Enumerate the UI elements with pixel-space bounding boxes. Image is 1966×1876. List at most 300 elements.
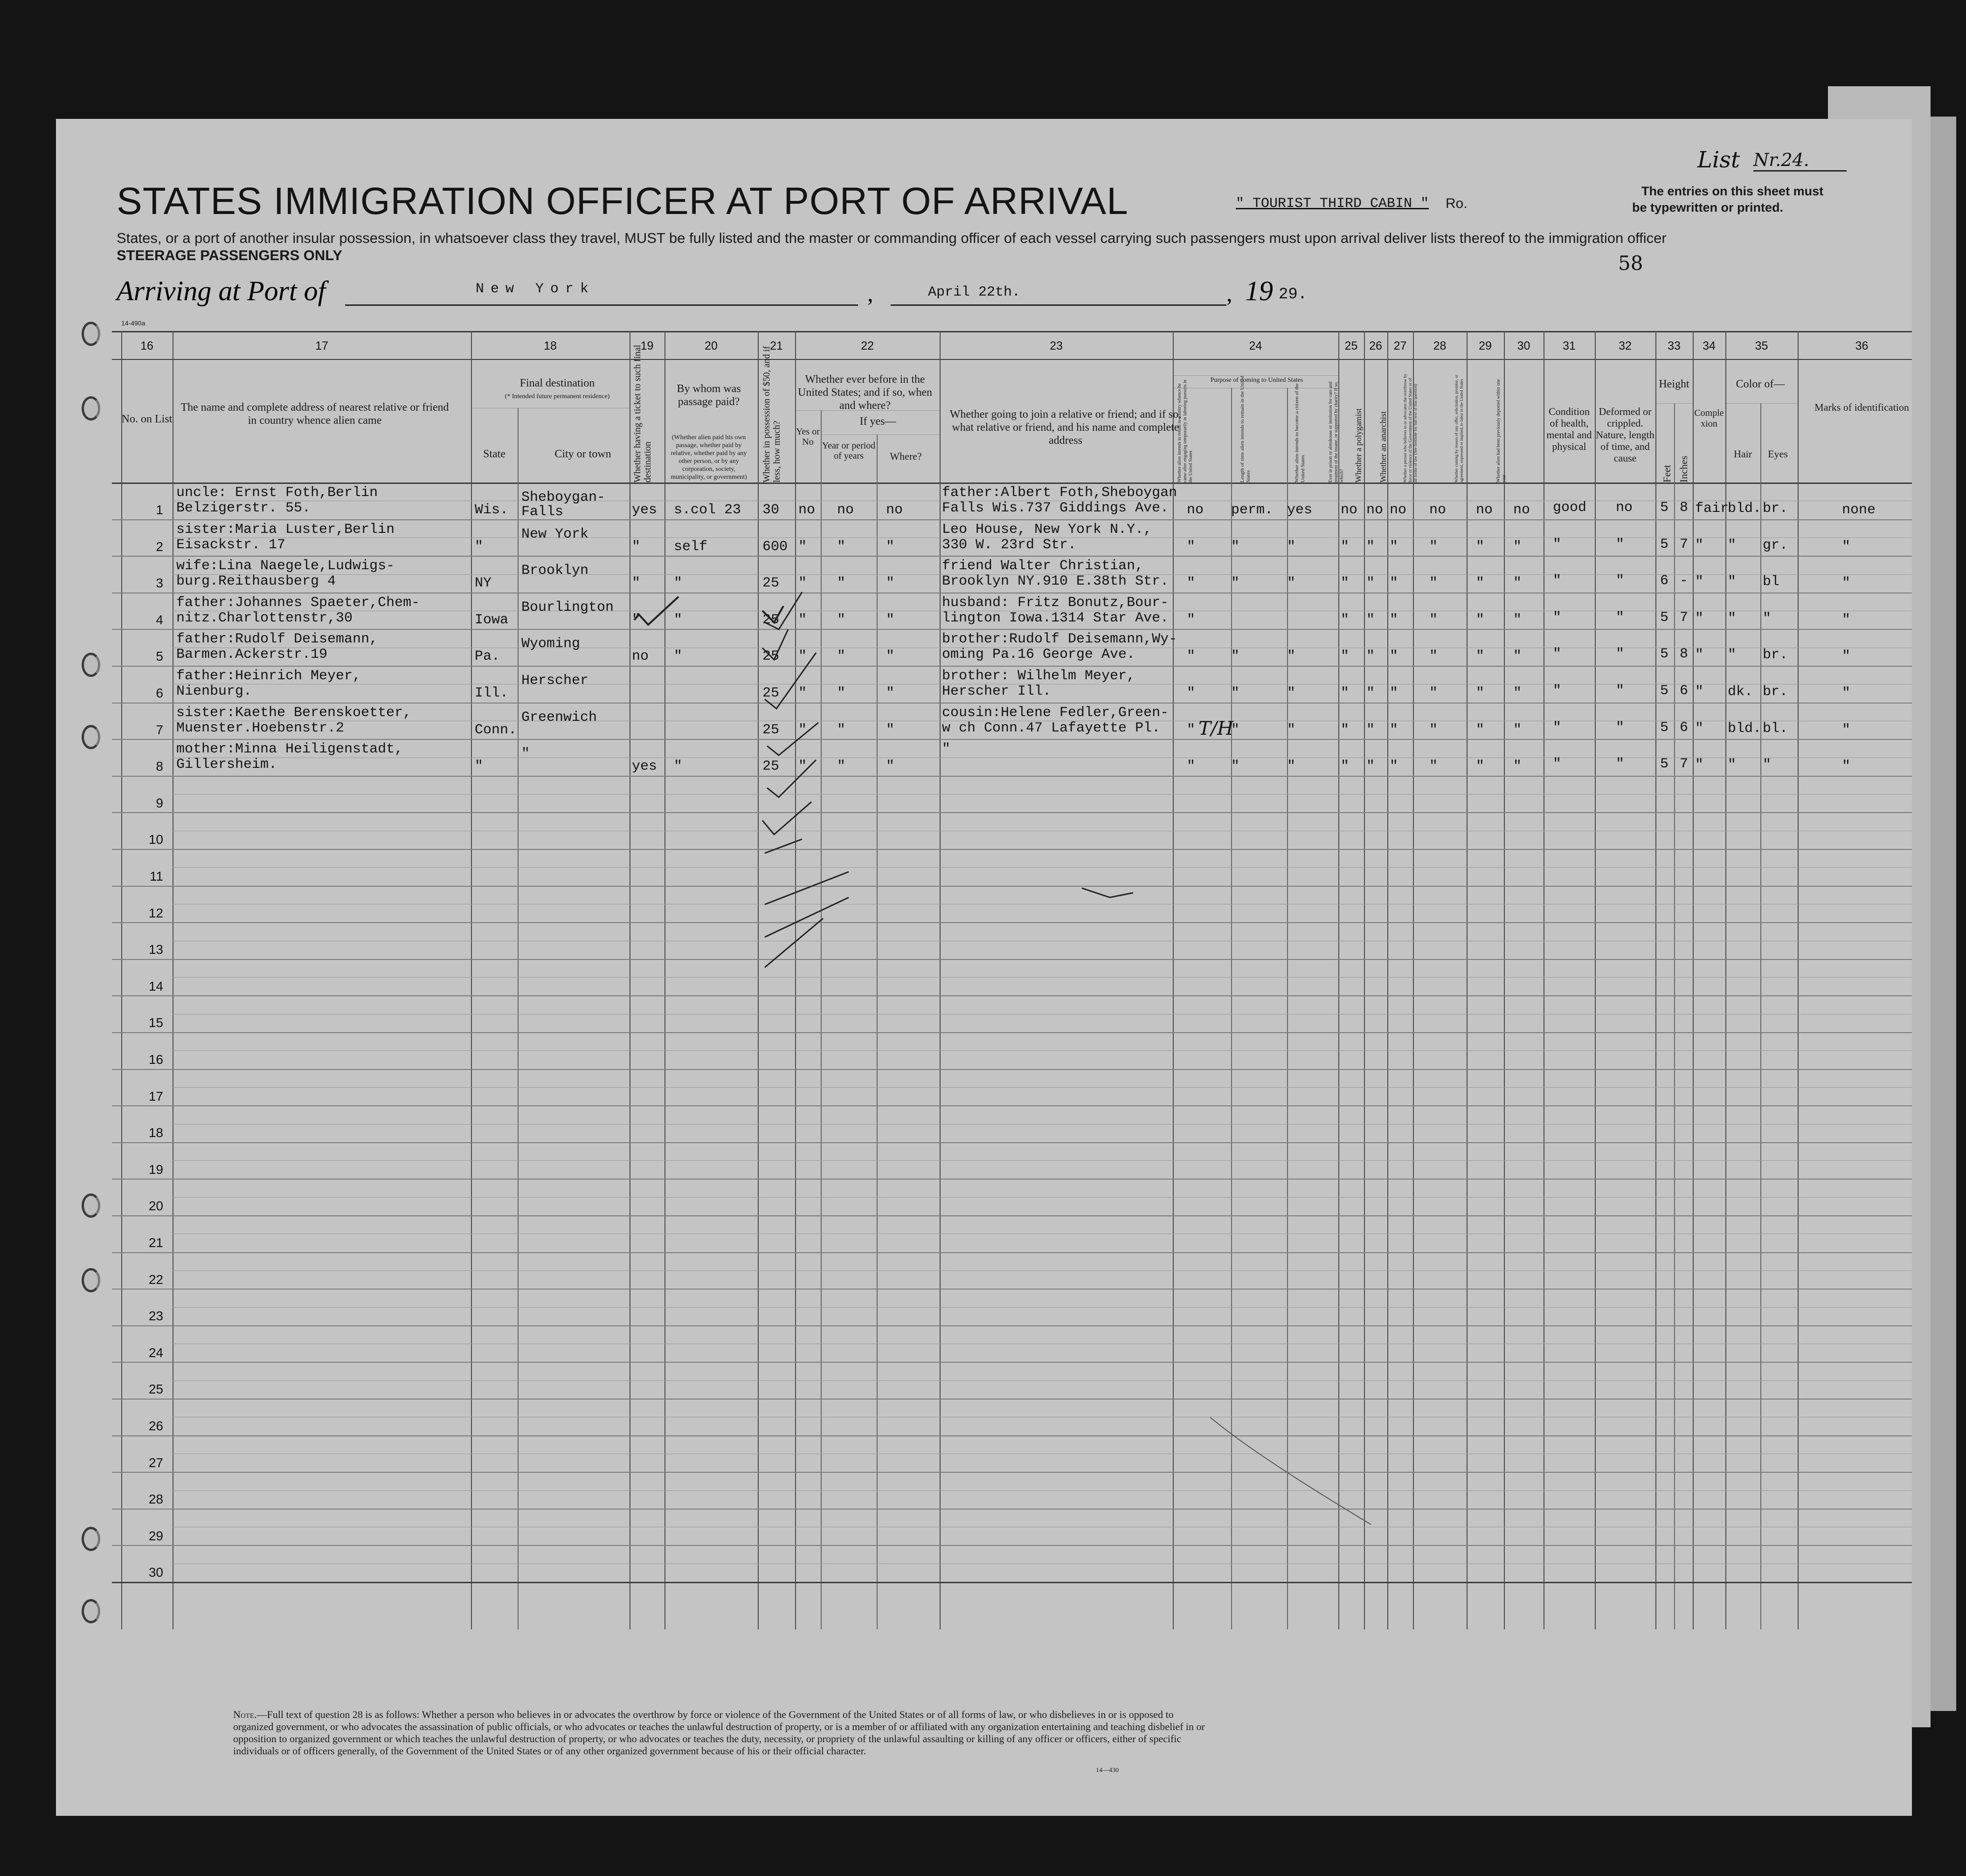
deformed-value: " bbox=[1616, 646, 1625, 662]
polygamist-value: " bbox=[1366, 685, 1375, 701]
row-number: 28 bbox=[148, 1492, 163, 1507]
row-number: 21 bbox=[148, 1235, 163, 1250]
identification-marks: " bbox=[1842, 648, 1851, 665]
deported-value: " bbox=[1513, 538, 1522, 555]
joining-address: w ch Conn.47 Lafayette Pl. bbox=[942, 720, 1161, 736]
joining-relative: brother:Rudolf Deisemann,Wy- bbox=[942, 631, 1177, 648]
punch-hole bbox=[82, 653, 100, 677]
polygamist-value: no bbox=[1366, 502, 1384, 518]
eye-color: gr. bbox=[1763, 537, 1788, 553]
passage-paid-by: s.col 23 bbox=[674, 502, 741, 518]
row-number: 5 bbox=[156, 649, 163, 664]
polygamist-value: " bbox=[1366, 575, 1375, 592]
column-number: 33 bbox=[1668, 339, 1681, 352]
intends-citizen: " bbox=[1287, 648, 1296, 665]
joining-relative: brother: Wilhelm Meyer, bbox=[942, 668, 1135, 684]
handwritten-marks bbox=[112, 331, 1912, 1629]
passage-paid-by: " bbox=[674, 575, 683, 592]
ticket-value: no bbox=[632, 648, 649, 665]
hair-color: bld. bbox=[1728, 720, 1762, 737]
row-number: 23 bbox=[148, 1309, 163, 1324]
column-number: 28 bbox=[1433, 339, 1447, 352]
pen-stroke bbox=[1082, 888, 1133, 897]
ever-before-in-us: " bbox=[798, 538, 807, 555]
footnote bbox=[233, 1709, 1212, 1757]
passage-paid-by: self bbox=[674, 538, 708, 555]
row-number: 9 bbox=[156, 795, 163, 810]
destination-state: Iowa bbox=[475, 612, 509, 628]
col23-header: Whether going to join a relative or friend; and if so, what relative or friend, and his name and complete address bbox=[949, 408, 1182, 447]
comma: , bbox=[867, 280, 873, 306]
anarchist-value: " bbox=[1390, 759, 1398, 775]
relative-address: Nienburg. bbox=[176, 683, 252, 699]
money-in-possession: 30 bbox=[762, 502, 780, 518]
entries-note-line-1: The entries on this sheet must bbox=[1641, 184, 1824, 198]
checkmark bbox=[767, 723, 818, 755]
row-number: 7 bbox=[156, 722, 163, 737]
arriving-label: Arriving at Port of bbox=[117, 276, 326, 306]
row-number: 27 bbox=[148, 1455, 163, 1470]
row-number: 19 bbox=[148, 1162, 163, 1177]
footnote-label: Note. bbox=[233, 1709, 257, 1720]
labor-offer-value: " bbox=[1476, 575, 1485, 592]
health-value: " bbox=[1553, 756, 1562, 772]
row-number: 11 bbox=[149, 869, 163, 883]
hair-color: " bbox=[1728, 610, 1737, 627]
column-number: 36 bbox=[1855, 339, 1869, 352]
row-number: 30 bbox=[148, 1565, 163, 1580]
ever-before-in-us: " bbox=[798, 722, 807, 738]
col34-header: Complexion bbox=[1694, 408, 1724, 429]
anarchist-value: no bbox=[1390, 502, 1407, 518]
deformed-value: " bbox=[1616, 683, 1625, 699]
previous-years: " bbox=[837, 648, 846, 665]
intends-return: " bbox=[1187, 759, 1196, 775]
identification-marks: " bbox=[1842, 538, 1851, 555]
money-in-possession: 25 bbox=[762, 575, 780, 592]
passage-paid-by: " bbox=[674, 612, 683, 628]
ever-before-in-us: " bbox=[798, 612, 807, 628]
footnote-code: 14—430 bbox=[1096, 1767, 1119, 1774]
entries-note-line-2: be typewritten or printed. bbox=[1632, 200, 1784, 214]
height-inches: 6 bbox=[1680, 719, 1689, 736]
col25-header: Ever in prison or almshouse or institution for care and treatment of the insane, or supported by charity? If so, which? bbox=[1328, 381, 1344, 483]
prison-value: " bbox=[1341, 538, 1350, 555]
row-number: 16 bbox=[148, 1052, 163, 1067]
destination-city-cont: Falls bbox=[521, 504, 564, 520]
prison-value: " bbox=[1341, 612, 1350, 628]
column-number: 21 bbox=[770, 339, 783, 352]
hair-color: " bbox=[1728, 537, 1737, 553]
page-title: STATES IMMIGRATION OFFICER AT PORT OF ARRIVAL bbox=[117, 180, 1128, 222]
destination-city: New York bbox=[521, 526, 589, 542]
overthrow-value: no bbox=[1429, 502, 1447, 518]
port-value: New York bbox=[476, 281, 595, 297]
height-inches: 8 bbox=[1680, 646, 1689, 662]
previous-years: " bbox=[837, 685, 846, 701]
eye-color: " bbox=[1763, 757, 1772, 773]
anarchist-value: " bbox=[1390, 575, 1398, 592]
joining-address: 330 W. 23rd Str. bbox=[942, 537, 1077, 553]
previous-years: " bbox=[837, 575, 846, 592]
intends-citizen: yes bbox=[1287, 502, 1313, 518]
deformed-value: " bbox=[1616, 536, 1625, 552]
intends-return: " bbox=[1187, 575, 1196, 592]
destination-state: NY bbox=[475, 575, 492, 592]
checkmark bbox=[634, 597, 678, 625]
col24c-header: Whether alien intends to become a citizen of the United States bbox=[1294, 383, 1306, 483]
col24a-header: Whether alien intends to return to country whence he came after engaging temporarily in laboring pursuits in the United States bbox=[1177, 379, 1193, 483]
col27-header: Whether an anarchist bbox=[1378, 411, 1388, 483]
column-number: 24 bbox=[1249, 339, 1262, 352]
intends-citizen: " bbox=[1287, 538, 1296, 555]
ticket-value: " bbox=[632, 538, 641, 555]
col22-yesno-header: Yes or No bbox=[796, 427, 820, 447]
joining-address: lington Iowa.1314 Star Ave. bbox=[942, 610, 1169, 626]
row-number: 24 bbox=[148, 1345, 163, 1360]
punch-hole bbox=[82, 1599, 100, 1623]
deported-value: " bbox=[1513, 612, 1522, 628]
col22-where-header: Where? bbox=[890, 450, 922, 462]
overthrow-value: " bbox=[1429, 612, 1438, 628]
prison-value: " bbox=[1341, 722, 1350, 738]
column-number: 31 bbox=[1563, 339, 1576, 352]
intends-citizen: " bbox=[1287, 759, 1296, 775]
height-inches: - bbox=[1680, 573, 1689, 589]
col31-header: Condition of health, mental and physical bbox=[1546, 406, 1592, 452]
col35-hair-header: Hair bbox=[1733, 448, 1752, 460]
ever-before-in-us: " bbox=[798, 648, 807, 665]
col22-header: Whether ever before in the United States; and if so, when and where? bbox=[798, 373, 932, 412]
col35-eyes-header: Eyes bbox=[1768, 448, 1788, 460]
col18-state-header: State bbox=[483, 448, 505, 460]
deported-value: " bbox=[1513, 722, 1522, 738]
col16-header: No. on List bbox=[121, 413, 173, 425]
complexion-value: " bbox=[1695, 537, 1704, 553]
row-number: 4 bbox=[156, 612, 163, 627]
relative-address: nitz.Charlottenstr,30 bbox=[176, 610, 353, 626]
port-underline bbox=[345, 304, 858, 306]
deported-value: " bbox=[1513, 685, 1522, 701]
joining-address: Falls Wis.737 Giddings Ave. bbox=[942, 500, 1169, 516]
year-suffix: 29. bbox=[1279, 286, 1308, 303]
relative-address: Gillersheim. bbox=[176, 757, 277, 773]
date-underline bbox=[891, 304, 1226, 306]
deformed-value: " bbox=[1616, 719, 1625, 736]
joining-address: Herscher Ill. bbox=[942, 683, 1052, 699]
column-number: 19 bbox=[640, 339, 654, 352]
anarchist-value: " bbox=[1390, 538, 1398, 555]
eye-color: br. bbox=[1763, 501, 1788, 517]
labor-offer-value: " bbox=[1476, 759, 1485, 775]
footnote-text: —Full text of question 28 is as follows: Whether a person who believes in or advocates the overthrow by force or violence of the Government of the United States or of all forms of law, or who disbelieves in or is opposed to organized government, or who advocates the assassination of public officials, or who advocates or teaches the unlawful destruction of property, or is a member of or affiliated with any organization entertaining and teaching disbelief in or opposition to organized government or which teaches the unlawful destruction of property, or who advocates or teaches the duty, necessity, or propriety of the unlawful assaulting or killing of any officer or officers, either of specific individuals or of officers generally, of the Government of the United States or of any other organized government because of his or their official character. bbox=[233, 1709, 1205, 1757]
annotation-mark: T/H bbox=[1198, 718, 1234, 739]
passage-paid-by: " bbox=[674, 759, 683, 775]
intends-return: " bbox=[1187, 538, 1196, 555]
deformed-value: " bbox=[1616, 756, 1625, 772]
anarchist-value: " bbox=[1390, 612, 1398, 628]
prison-value: " bbox=[1341, 685, 1350, 701]
identification-marks: " bbox=[1842, 575, 1851, 592]
previous-years: " bbox=[837, 538, 846, 555]
previous-where: " bbox=[886, 538, 895, 555]
intends-return: " bbox=[1187, 722, 1196, 738]
row-number: 14 bbox=[148, 979, 163, 993]
form-code: 14-490a bbox=[121, 319, 145, 327]
destination-city: Greenwich bbox=[521, 709, 597, 725]
polygamist-value: " bbox=[1366, 648, 1375, 665]
prison-value: no bbox=[1341, 502, 1358, 518]
punch-hole bbox=[82, 322, 100, 346]
previous-where: " bbox=[886, 612, 895, 628]
overthrow-value: " bbox=[1429, 685, 1438, 701]
punch-hole bbox=[82, 1527, 100, 1551]
labor-offer-value: " bbox=[1476, 538, 1485, 555]
manifest-table bbox=[112, 331, 1912, 1629]
column-number: 22 bbox=[861, 339, 874, 352]
relative-name: father:Johannes Spaeter,Chem- bbox=[176, 594, 420, 611]
class-box: " TOURIST THIRD CABIN " bbox=[1236, 196, 1429, 212]
intends-return: " bbox=[1187, 685, 1196, 701]
col35-header: Color of— bbox=[1736, 378, 1785, 390]
length-of-stay: " bbox=[1231, 538, 1240, 555]
class-suffix: Ro. bbox=[1446, 196, 1468, 211]
punch-hole bbox=[82, 1193, 100, 1218]
length-of-stay: perm. bbox=[1231, 502, 1274, 518]
manifest-page bbox=[56, 119, 1912, 1816]
complexion-value: " bbox=[1695, 610, 1704, 627]
col29-header: Whether coming by reason of any offer, solicitation, promise, or agreement, expressed or implied, to labor in the United States bbox=[1454, 374, 1464, 483]
prison-value: " bbox=[1341, 575, 1350, 592]
col22-year-header: Year or period of years bbox=[822, 441, 876, 461]
punch-hole bbox=[82, 725, 100, 749]
destination-city: Wyoming bbox=[521, 636, 581, 652]
hair-color: " bbox=[1728, 574, 1737, 590]
row-number: 29 bbox=[148, 1528, 163, 1543]
ever-before-in-us: " bbox=[798, 685, 807, 701]
complexion-value: " bbox=[1695, 574, 1704, 590]
row-number: 22 bbox=[148, 1272, 163, 1287]
ticket-value: yes bbox=[632, 502, 658, 518]
overthrow-value: " bbox=[1429, 759, 1438, 775]
height-inches: 7 bbox=[1680, 756, 1689, 772]
checkmark bbox=[767, 760, 816, 797]
intends-citizen: " bbox=[1287, 575, 1296, 592]
row-number: 10 bbox=[148, 832, 163, 847]
hair-color: dk. bbox=[1728, 684, 1753, 700]
column-number: 20 bbox=[705, 339, 718, 352]
identification-marks: none bbox=[1842, 502, 1876, 518]
deported-value: " bbox=[1513, 759, 1522, 775]
joining-address: oming Pa.16 George Ave. bbox=[942, 647, 1135, 663]
col24b-header: Length of time alien intends to remain in the United States bbox=[1239, 376, 1251, 483]
punch-hole bbox=[82, 396, 100, 421]
health-value: " bbox=[1553, 609, 1562, 626]
previous-where: " bbox=[886, 575, 895, 592]
column-number: 25 bbox=[1344, 339, 1358, 352]
previous-where: " bbox=[886, 759, 895, 775]
intends-return: " bbox=[1187, 612, 1196, 628]
prison-value: " bbox=[1341, 648, 1350, 665]
hair-color: bld. bbox=[1728, 501, 1762, 517]
checkmark bbox=[765, 918, 823, 967]
col18-note: (* Intended future permanent residence) bbox=[505, 393, 610, 400]
col26-header: Whether a polygamist bbox=[1354, 408, 1363, 483]
stray-line bbox=[1210, 1417, 1371, 1524]
polygamist-value: " bbox=[1366, 722, 1375, 738]
previous-where: " bbox=[886, 722, 895, 738]
row-number: 3 bbox=[156, 576, 163, 591]
column-number: 26 bbox=[1369, 339, 1382, 352]
hair-color: " bbox=[1728, 757, 1737, 773]
checkmark bbox=[765, 839, 802, 853]
col18-header: Final destination bbox=[519, 377, 595, 389]
column-number: 16 bbox=[140, 339, 153, 352]
ever-before-in-us: " bbox=[798, 575, 807, 592]
intends-citizen: " bbox=[1287, 685, 1296, 701]
previous-where: " bbox=[886, 648, 895, 665]
row-number: 2 bbox=[156, 539, 163, 554]
checkmark bbox=[765, 872, 849, 904]
hair-color: " bbox=[1728, 647, 1737, 663]
ever-before-in-us: " bbox=[798, 759, 807, 775]
identification-marks: " bbox=[1842, 612, 1851, 628]
punch-hole bbox=[82, 1268, 100, 1292]
relative-address: Muenster.Hoebenstr.2 bbox=[176, 720, 345, 736]
height-feet: 5 bbox=[1660, 500, 1669, 516]
relative-name: sister:Maria Luster,Berlin bbox=[176, 521, 395, 538]
height-feet: 5 bbox=[1660, 646, 1669, 662]
height-feet: 5 bbox=[1660, 683, 1669, 699]
destination-city: Sheboygan- bbox=[521, 490, 606, 505]
row-number: 1 bbox=[156, 503, 163, 517]
row-number: 13 bbox=[148, 942, 163, 957]
identification-marks: " bbox=[1842, 685, 1851, 701]
complexion-value: fair bbox=[1695, 501, 1729, 517]
intends-return: " bbox=[1187, 648, 1196, 665]
deformed-value: " bbox=[1616, 573, 1625, 589]
destination-city: " bbox=[521, 746, 530, 762]
height-inches: 8 bbox=[1680, 500, 1689, 516]
instructions: States, or a port of another insular possession, in whatsoever class they travel, MUST be fully listed and the master or commanding officer of each vessel carrying such passengers must upon arrival deliver lists thereof to the immigration officer bbox=[117, 230, 1667, 246]
complexion-value: " bbox=[1695, 757, 1704, 773]
column-number: 35 bbox=[1755, 339, 1768, 352]
complexion-value: " bbox=[1695, 647, 1704, 663]
identification-marks: " bbox=[1842, 759, 1851, 775]
row-number: 25 bbox=[148, 1382, 163, 1397]
col21-header: Whether in possession of $50, and if less, how much? bbox=[761, 346, 782, 483]
length-of-stay: " bbox=[1231, 759, 1240, 775]
complexion-value: " bbox=[1695, 684, 1704, 700]
health-value: " bbox=[1553, 646, 1562, 662]
money-in-possession: 25 bbox=[762, 648, 780, 665]
column-number: 23 bbox=[1050, 339, 1063, 352]
previous-years: " bbox=[837, 612, 846, 628]
steerage-label: STEERAGE PASSENGERS ONLY bbox=[117, 247, 343, 263]
height-feet: 5 bbox=[1660, 536, 1669, 552]
column-number: 18 bbox=[544, 339, 557, 352]
relative-name: father:Rudolf Deisemann, bbox=[176, 631, 378, 648]
destination-city: Herscher bbox=[521, 673, 589, 689]
identification-marks: " bbox=[1842, 722, 1851, 738]
height-feet: 5 bbox=[1660, 609, 1669, 626]
row-number: 18 bbox=[148, 1125, 163, 1140]
col36-header: Marks of identification bbox=[1814, 401, 1909, 413]
anarchist-value: " bbox=[1390, 685, 1398, 701]
anarchist-value: " bbox=[1390, 648, 1398, 665]
height-feet: 5 bbox=[1660, 719, 1669, 736]
ticket-value: yes bbox=[632, 759, 658, 775]
joining-relative: Leo House, New York N.Y., bbox=[942, 521, 1152, 538]
relative-name: sister:Kaethe Berenskoetter, bbox=[176, 704, 412, 721]
destination-city: Bourlington bbox=[521, 599, 614, 615]
money-in-possession: 25 bbox=[762, 612, 780, 628]
health-value: good bbox=[1553, 500, 1587, 516]
deported-value: " bbox=[1513, 648, 1522, 665]
length-of-stay: " bbox=[1231, 722, 1240, 738]
ticket-value: " bbox=[632, 612, 641, 628]
prison-value: " bbox=[1341, 759, 1350, 775]
list-number: Nr.24. bbox=[1753, 150, 1847, 172]
year-prefix: 19 bbox=[1245, 276, 1273, 306]
list-label: List bbox=[1697, 147, 1740, 173]
health-value: " bbox=[1553, 573, 1562, 589]
col33-inches-header: Inches bbox=[1678, 455, 1689, 483]
checkmark bbox=[762, 606, 783, 622]
deported-value: no bbox=[1513, 502, 1530, 518]
col24-header: Purpose of coming to United States bbox=[1210, 377, 1303, 384]
previous-years: " bbox=[837, 759, 846, 775]
money-in-possession: 600 bbox=[762, 538, 788, 555]
previous-where: " bbox=[886, 685, 895, 701]
deformed-value: no bbox=[1616, 500, 1633, 516]
col32-header: Deformed or crippled. Nature, length of time, and cause bbox=[1596, 406, 1654, 464]
length-of-stay: " bbox=[1231, 685, 1240, 701]
col30-header: Whether alien had been previously deported within one year bbox=[1496, 379, 1507, 483]
row-number: 26 bbox=[148, 1419, 163, 1433]
destination-state: Conn. bbox=[475, 722, 517, 738]
joining-relative: husband: Fritz Bonutz,Bour- bbox=[942, 594, 1169, 611]
height-feet: 5 bbox=[1660, 756, 1669, 772]
checkmark bbox=[765, 653, 816, 709]
row-number: 20 bbox=[148, 1199, 163, 1214]
money-in-possession: 25 bbox=[762, 722, 780, 738]
intends-citizen: " bbox=[1287, 722, 1296, 738]
height-inches: 7 bbox=[1680, 536, 1689, 552]
col18-city-header: City or town bbox=[554, 448, 611, 460]
joining-relative: father:Albert Foth,Sheboygan bbox=[942, 485, 1177, 501]
money-in-possession: 25 bbox=[762, 685, 780, 701]
intends-return: no bbox=[1187, 502, 1204, 518]
relative-address: Eisackstr. 17 bbox=[176, 537, 286, 553]
eye-color: " bbox=[1763, 610, 1772, 627]
destination-state: Wis. bbox=[475, 502, 509, 518]
row-number: 8 bbox=[156, 759, 163, 774]
ever-before-in-us: no bbox=[798, 502, 816, 518]
column-number: 17 bbox=[315, 339, 328, 352]
length-of-stay: " bbox=[1231, 648, 1240, 665]
row-number: 15 bbox=[148, 1015, 163, 1030]
col28-header: Whether a person who believes in or advocates the overthrow by force or violence of the Government of the United States or of all forms of law (See footnote for full text of this question) bbox=[1403, 373, 1418, 483]
money-in-possession: 25 bbox=[762, 759, 780, 775]
health-value: " bbox=[1553, 683, 1562, 699]
col20-header: By whom was passage paid? bbox=[677, 383, 741, 408]
labor-offer-value: " bbox=[1476, 648, 1485, 665]
destination-state: " bbox=[475, 759, 484, 775]
row-number: 12 bbox=[148, 905, 163, 920]
checkmark bbox=[762, 629, 788, 660]
col19-header: Whether having a ticket to such final destination bbox=[632, 345, 653, 483]
